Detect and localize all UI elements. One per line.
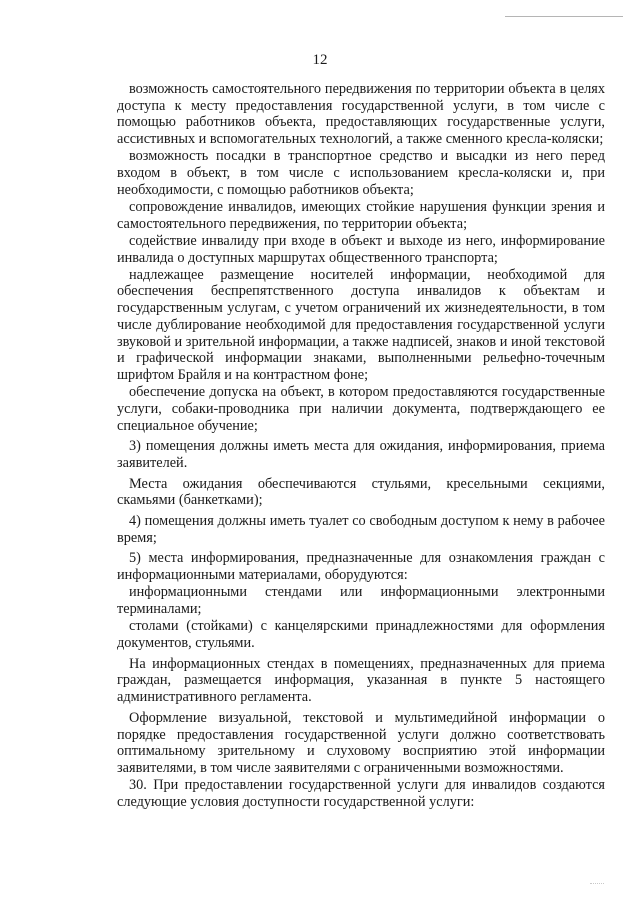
paragraph: столами (стойками) с канцелярскими принадлежностями для оформления документов, стульями. xyxy=(117,618,605,651)
paragraph: 5) места информирования, предназначенные для ознакомления граждан с информационными материалами, оборудуются: xyxy=(117,550,605,584)
paragraph: обеспечение допуска на объект, в котором предоставляются государственные услуги, собаки-проводника при наличии документа, подтверждающего ее специальное обучение; xyxy=(117,384,605,434)
paragraph: 4) помещения должны иметь туалет со свободным доступом к нему в рабочее время; xyxy=(117,513,605,546)
paragraph: содействие инвалиду при входе в объект и выходе из него, информирование инвалида о доступных маршрутах общественного транспорта; xyxy=(117,232,605,266)
paragraph: возможность самостоятельного передвижения по территории объекта в целях доступа к месту предоставления государственной услуги, в том числе с помощью работников объекта, предоставляющих государственные услуги, ассистивных и вспомогательных технологий, а также сменного кресла-коляски; xyxy=(117,81,605,148)
paragraph: возможность посадки в транспортное средство и высадки из него перед входом в объект, в том числе с использованием кресла-коляски и, при необходимости, с помощью работников объекта; xyxy=(117,148,605,198)
paragraph: 30. При предоставлении государственной услуги для инвалидов создаются следующие условия доступности государственной услуги: xyxy=(117,777,605,810)
document-body xyxy=(117,81,605,811)
paragraph: Оформление визуальной, текстовой и мультимедийной информации о порядке предоставления государственной услуги должно соответствовать оптимальному зрительному и слуховому восприятию этой информации заявителями, в том числе заявителями с ограниченными возможностями. xyxy=(117,709,605,776)
paragraph: На информационных стендах в помещениях, предназначенных для приема граждан, размещается информация, указанная в пункте 5 настоящего административного регламента. xyxy=(117,655,605,706)
paragraph: надлежащее размещение носителей информации, необходимой для обеспечения беспрепятственного доступа инвалидов к объектам и государственным услугам, с учетом ограничений их жизнедеятельности, в том числе дублирование необходимой для предоставления государственной услуги звуковой и зрительной информации, а также надписей, знаков и иной текстовой и графической информации знаками, выполненными рельефно-точечным шрифтом Брайля и на контрастном фоне; xyxy=(117,266,605,383)
page-number: 12 xyxy=(312,52,328,68)
top-rule xyxy=(505,16,623,17)
paragraph: 3) помещения должны иметь места для ожидания, информирования, приема заявителей. xyxy=(117,438,605,471)
paragraph: информационными стендами или информационными электронными терминалами; xyxy=(117,584,605,618)
scan-mark xyxy=(590,883,604,884)
paragraph: Места ожидания обеспечиваются стульями, кресельными секциями, скамьями (банкетками); xyxy=(117,475,605,509)
paragraph: сопровождение инвалидов, имеющих стойкие нарушения функции зрения и самостоятельного передвижения, по территории объекта; xyxy=(117,198,605,232)
